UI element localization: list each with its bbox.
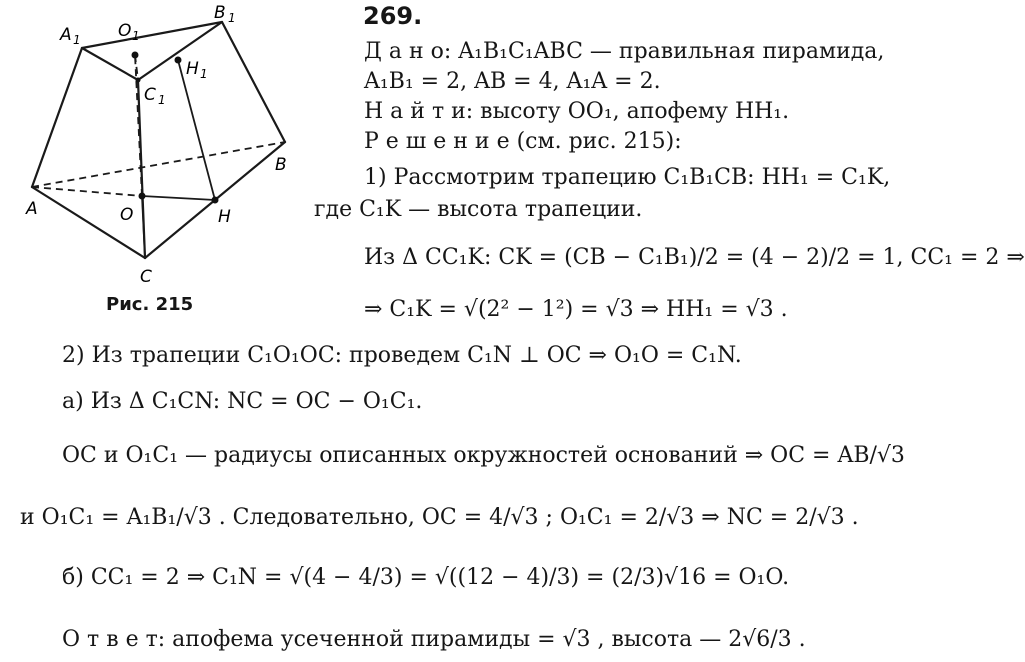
edge-A-A1 [32,48,82,187]
point-O [139,193,146,200]
step-2a-line: а) Из Δ C₁CN: NC = OC − O₁C₁. [62,389,423,414]
segment-O-H [142,196,215,200]
hidden-O-A [32,187,142,196]
step-2-line: 2) Из трапеции C₁O₁OC: проведем C₁N ⊥ OC ⇒ O₁O = C₁N. [62,343,742,368]
hidden-O1-C1 [135,55,138,80]
edge-B-B1 [222,22,285,142]
point-O1 [132,52,139,59]
step-1-line-2: где C₁K — высота трапеции. [314,197,643,222]
label-O1-sub: 1 [132,29,140,43]
label-O: O [120,205,134,225]
figure-caption: Рис. 215 [106,294,194,315]
label-B1-sub: 1 [228,11,236,25]
step-1-line-4: ⇒ C₁K = √(2² − 1²) = √3 ⇒ HH₁ = √3 . [364,297,788,322]
label-A1: A [60,25,72,45]
label-H1: H [186,59,199,79]
point-H [212,197,219,204]
radius-line: OC и O₁C₁ — радиусы описанных окружностей оснований ⇒ OC = AB/√3 [62,443,905,468]
point-C1 [136,78,141,83]
conclusion-line: и O₁C₁ = A₁B₁/√3 . Следовательно, OC = 4/√3 ; O₁C₁ = 2/√3 ⇒ NC = 2/√3 . [20,505,859,530]
given-line-2: A₁B₁ = 2, AB = 4, A₁A = 2. [364,69,661,94]
pyramid-diagram [0,0,330,340]
problem-number: 269. [363,2,423,30]
label-B1: B [214,3,226,23]
step-1-line-1: 1) Рассмотрим трапецию C₁B₁CB: HH₁ = C₁K, [364,165,891,190]
label-A: A [26,199,38,219]
apothem-H-H1 [178,60,215,200]
step-2b-line: б) CC₁ = 2 ⇒ C₁N = √(4 − 4/3) = √((12 − 4)/3) = (2/3)√16 = O₁O. [62,565,790,590]
step-1-line-3: Из Δ CC₁K: CK = (CB − C₁B₁)/2 = (4 − 2)/2 = 1, CC₁ = 2 ⇒ [364,245,1025,270]
label-C: C [140,267,152,287]
label-A1-sub: 1 [73,33,81,47]
edge-A1-B1 [82,22,222,48]
given-line-1: Д а н о: A₁B₁C₁ABC — правильная пирамида, [364,39,885,64]
label-O1: O [118,21,132,41]
label-C1: C [144,85,156,105]
label-B: B [275,155,287,175]
label-H1-sub: 1 [200,67,208,81]
solution-heading: Р е ш е н и е (см. рис. 215): [364,129,682,154]
find-line: Н а й т и: высоту OO₁, апофему HH₁. [364,99,790,124]
pyramid-figure [0,0,330,340]
edge-A1-C1 [82,48,138,80]
answer-line: О т в е т: апофема усеченной пирамиды = √3 , высота — 2√6/3 . [62,627,806,652]
label-H: H [218,207,231,227]
hidden-edge-A-B [32,142,285,187]
point-H1 [175,57,182,64]
label-C1-sub: 1 [158,93,166,107]
